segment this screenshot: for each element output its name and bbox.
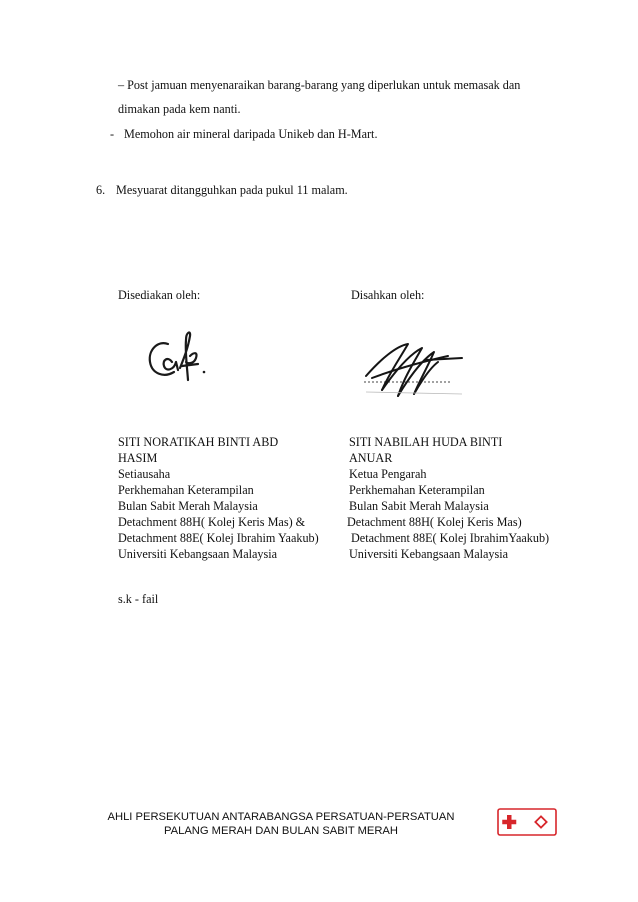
right-org: Bulan Sabit Merah Malaysia — [349, 499, 489, 513]
footer — [94, 810, 468, 838]
right-signature-icon — [352, 330, 470, 408]
bullet-marker: - — [110, 127, 115, 141]
body-line-2: dimakan pada kem nanti. — [118, 102, 241, 116]
bullet-text: Memohon air mineral daripada Unikeb dan H-Mart. — [124, 127, 378, 141]
cc-line: s.k - fail — [118, 592, 159, 606]
left-signature-icon — [138, 322, 228, 402]
left-detachment-2: Detachment 88E( Kolej Ibrahim Yaakub) — [118, 531, 319, 545]
item-number: 6. — [96, 183, 106, 197]
left-org: Bulan Sabit Merah Malaysia — [118, 499, 258, 513]
footer-line-2: PALANG MERAH DAN BULAN SABIT MERAH — [164, 825, 398, 837]
left-detachment-1: Detachment 88H( Kolej Keris Mas) & — [118, 515, 306, 529]
approved-by-label: Disahkan oleh: — [351, 288, 425, 302]
prepared-by-label: Disediakan oleh: — [118, 288, 201, 302]
left-name-line-1: SITI NORATIKAH BINTI ABD — [118, 435, 279, 449]
footer-line-1: AHLI PERSEKUTUAN ANTARABANGSA PERSATUAN-PERSATUAN — [107, 811, 455, 823]
right-detachment-1: Detachment 88H( Kolej Keris Mas) — [347, 515, 522, 529]
left-university: Universiti Kebangsaan Malaysia — [118, 547, 278, 561]
body-line-1: – Post jamuan menyenaraikan barang-barang yang diperlukan untuk memasak dan — [118, 78, 521, 92]
red-cross-red-crescent-logo-icon — [497, 808, 557, 836]
left-unit: Perkhemahan Keterampilan — [118, 483, 254, 497]
item-text: Mesyuarat ditangguhkan pada pukul 11 malam. — [116, 183, 348, 197]
right-role: Ketua Pengarah — [349, 467, 427, 481]
left-name-line-2: HASIM — [118, 451, 158, 465]
right-name-line-1: SITI NABILAH HUDA BINTI — [349, 435, 503, 449]
right-unit: Perkhemahan Keterampilan — [349, 483, 485, 497]
right-university: Universiti Kebangsaan Malaysia — [349, 547, 509, 561]
right-detachment-2: Detachment 88E( Kolej IbrahimYaakub) — [351, 531, 550, 545]
right-name-line-2: ANUAR — [349, 451, 393, 465]
left-role: Setiausaha — [118, 467, 171, 481]
